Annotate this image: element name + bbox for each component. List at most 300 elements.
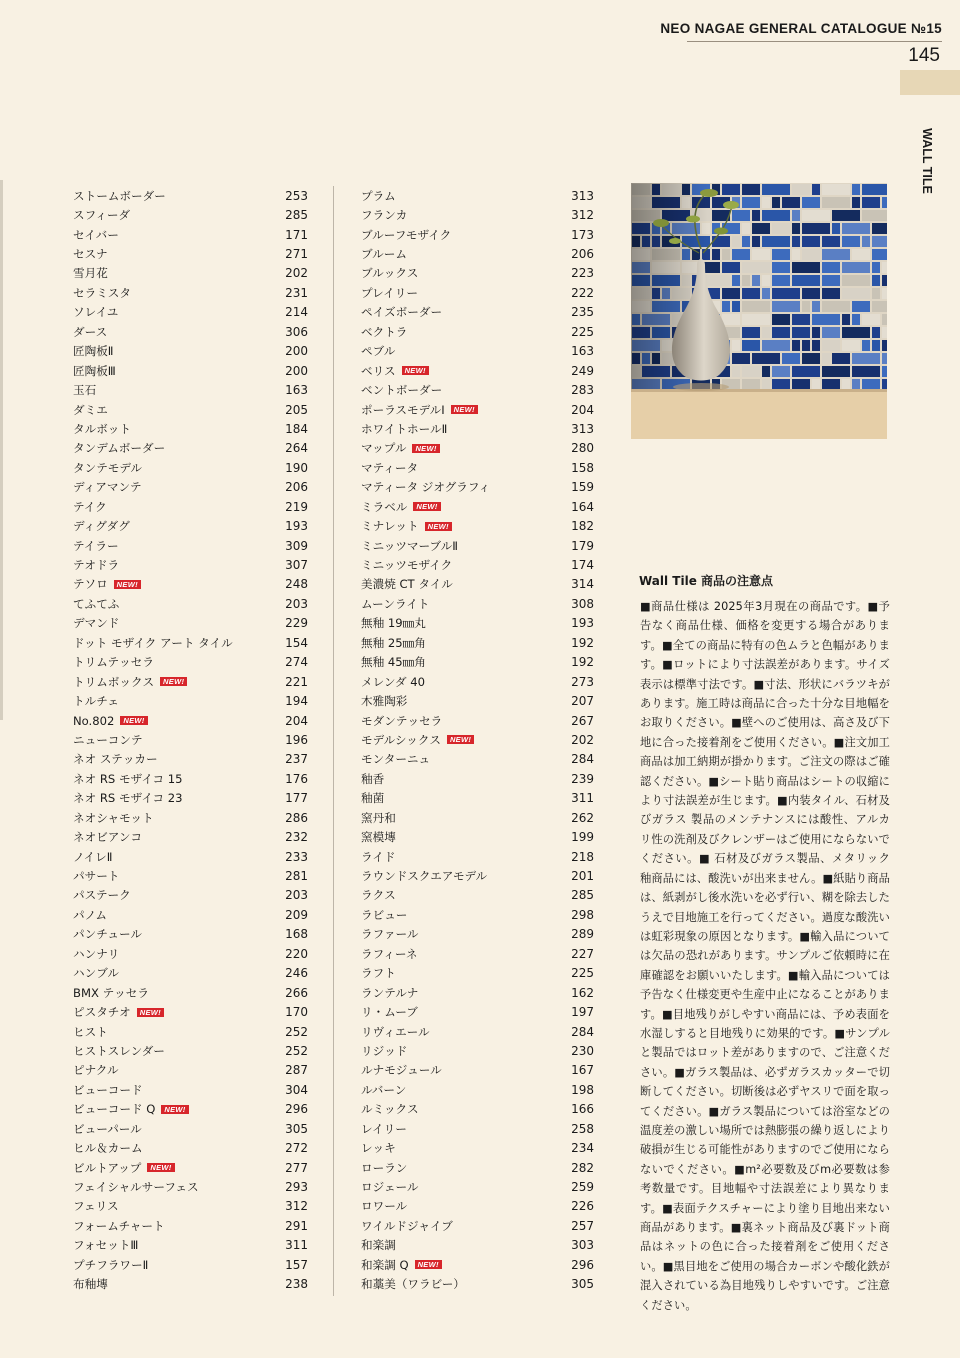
product-name [73,654,154,670]
index-row [73,361,308,380]
new-badge: NEW! [137,1008,164,1017]
product-name-text: ドット モザイク アート タイル [73,635,233,650]
product-name-text: ペブル [361,344,396,359]
product-page-number: 214 [285,305,308,320]
product-name-text: ネオビアンコ [73,830,143,845]
index-row [361,866,594,885]
product-name-text: デマンド [73,616,120,631]
product-page-number: 306 [285,324,308,339]
product-name [73,1004,164,1020]
product-name [73,868,119,884]
product-name-text: モンターニュ [361,752,431,767]
index-row [361,594,594,613]
product-name-text: ミニッツマーブルⅡ [361,538,458,553]
product-page-number: 171 [285,227,308,242]
product-page-number: 277 [285,1160,308,1175]
index-row [361,1041,594,1060]
product-page-number: 271 [285,247,308,262]
new-badge: NEW! [425,522,452,531]
product-name [361,1062,442,1078]
index-row [361,1022,594,1041]
column-divider [333,186,334,1296]
product-name [361,1121,407,1137]
product-name [73,887,131,903]
product-page-number: 312 [285,1199,308,1214]
index-row [361,1197,594,1216]
product-page-number: 201 [571,869,594,884]
product-page-number: 272 [285,1141,308,1156]
product-name-text: ビューコード [73,1082,143,1097]
product-name [361,1257,442,1273]
product-name-text: セスナ [73,247,108,262]
product-page-number: 192 [571,635,594,650]
product-name [73,324,107,340]
product-page-number: 193 [285,519,308,534]
product-page-number: 287 [285,1063,308,1078]
product-page-number: 307 [285,558,308,573]
index-row [361,361,594,380]
product-name [73,1121,142,1137]
product-page-number: 237 [285,752,308,767]
product-page-number: 285 [285,208,308,223]
product-name [73,440,165,456]
product-name [73,460,142,476]
index-row [361,1138,594,1157]
product-name-text: リジッド [361,1043,408,1058]
product-name [361,1160,407,1176]
index-row [361,633,594,652]
product-name [361,635,426,651]
product-name-text: ロジェール [361,1180,419,1195]
product-name-text: ピナクル [73,1063,119,1078]
product-page-number: 168 [285,927,308,942]
product-name [361,538,458,554]
product-name-text: 和藁美（ワラビー） [361,1277,465,1292]
product-name-text: ルバーン [361,1082,407,1097]
product-name-text: No.802 [73,713,115,728]
product-name-text: ハンナリ [73,946,120,961]
product-name [361,421,447,437]
product-page-number: 227 [571,946,594,961]
product-page-number: 262 [571,810,594,825]
product-name [361,402,478,418]
product-name [73,985,149,1001]
product-page-number: 273 [571,674,594,689]
product-page-number: 274 [285,655,308,670]
product-page-number: 203 [285,888,308,903]
index-row [73,691,308,710]
product-name [361,343,395,359]
product-name-text: パサート [73,869,120,884]
index-row [361,244,594,263]
product-page-number: 283 [571,383,594,398]
product-name-text: ベクトラ [361,324,408,339]
product-name-text: マップル [361,441,407,456]
product-page-number: 158 [571,460,594,475]
product-page-number: 205 [285,402,308,417]
product-name-text: ワイルドジャイブ [361,1218,453,1233]
product-name [73,304,118,320]
index-row [73,1061,308,1080]
product-name-text: 玉石 [73,383,97,398]
product-name-text: 和楽調 Q [361,1257,409,1272]
index-row [73,264,308,283]
product-name-text: プチフラワーⅡ [73,1257,149,1272]
product-name [361,810,396,826]
product-page-number: 207 [571,694,594,709]
header-rule [687,41,942,42]
index-row [361,1061,594,1080]
index-row [361,1177,594,1196]
product-page-number: 182 [571,519,594,534]
product-name-text: ストームボーダー [73,188,166,203]
product-name [361,265,418,281]
product-name [73,1082,143,1098]
product-page-number: 194 [285,694,308,709]
index-row [73,1197,308,1216]
index-row [361,653,594,672]
product-page-number: 314 [571,577,594,592]
product-name-text: 美濃焼 CT タイル [361,577,453,592]
index-row [73,244,308,263]
blue-tile-wall-with-vase-photo [631,183,887,439]
product-page-number: 298 [571,907,594,922]
product-name-text: ビューパール [73,1121,142,1136]
product-page-number: 196 [285,732,308,747]
product-name-text: テソロ [73,577,108,592]
index-row [73,419,308,438]
index-row [361,342,594,361]
product-page-number: 154 [285,635,308,650]
product-name-text: ダミエ [73,402,108,417]
product-name [73,246,108,262]
product-name [361,829,396,845]
index-row [73,672,308,691]
product-name [361,985,418,1001]
product-page-number: 312 [571,208,594,223]
product-name-text: パンチュール [73,927,142,942]
index-row [361,458,594,477]
product-page-number: 221 [285,674,308,689]
product-page-number: 218 [571,849,594,864]
product-name-text: テオドラ [73,558,120,573]
product-page-number: 204 [285,713,308,728]
product-name [73,479,142,495]
product-name-text: タルボット [73,421,131,436]
product-name [73,1237,138,1253]
product-page-number: 193 [571,616,594,631]
product-name-text: ブルックス [361,266,419,281]
product-page-number: 200 [285,344,308,359]
product-page-number: 173 [571,227,594,242]
index-row [73,1275,308,1294]
product-name [73,829,142,845]
product-name [73,207,130,223]
product-name [361,304,442,320]
product-name-text: ローラン [361,1160,408,1175]
index-row [73,497,308,516]
index-row [73,516,308,535]
product-page-number: 159 [571,480,594,495]
product-name-text: モデルシックス [361,732,441,747]
product-name-text: ムーンライト [361,596,430,611]
index-row [73,458,308,477]
product-page-number: 304 [285,1082,308,1097]
product-name [73,965,119,981]
product-name [361,1043,407,1059]
new-badge: NEW! [413,502,440,511]
product-page-number: 311 [285,1238,308,1253]
product-page-number: 225 [571,966,594,981]
product-name [73,1160,175,1176]
product-name [73,363,116,379]
index-row [361,769,594,788]
product-name-text: フォセットⅢ [73,1238,139,1253]
product-page-number: 225 [571,324,594,339]
index-row [73,380,308,399]
product-name-text: トリムボックス [73,674,155,689]
index-row [361,614,594,633]
product-name-text: ブルーフモザイク [361,227,452,242]
product-name [73,421,131,437]
notes-body: ■商品仕様は 2025年3月現在の商品です。■予告なく商品仕様、価格を変更する場合があります。■全ての商品に特有の色ムラと色幅があります。■ロットにより寸法誤差があります。サイズ表示は標準寸法です。■寸法、形状にバラツキがあります。施工時は商品に合った十分な目地幅をお取りください。■壁へのご使用は、高さ及び下地に合った接着剤をご使用ください。■注文加工商品は加工納期が掛かります。ご注文の際はご確認ください。■シート貼り商品はシートの収縮により寸法誤差が生じます。■内装タイル、石材及びガラス 製品のメンテナンスには酸性、アルカリ性の洗剤及びクレンザーはご使用にならないでください。■ 石材及びガラス製品、メタリック釉商品には、酸洗いが出来ません。■紙貼り商品は、紙剥がし後水洗いを必ず行い、糊を除去したうえで目地施工を行ってください。過度な酸洗いは虹彩現象の原因となります。■輸入品については欠品の恐れがあります。サンプルご依頼時に在庫確認をお願いいたします。■輸入品については予告なく仕様変更や生産中止になることがあります。■目地残りがしやすい商品には、予め表面を水湿しすると目地残りに効果的です。■サンプルと製品ではロット差がありますので、ご注意ください。■ガラス製品は、必ずガラスカッターで切断してください。切断後は必ずヤスリで面を取ってください。■ガラス製品については浴室などの温度差の激しい場所では熱膨張の繰り返しにより破損が生じる可能性がありますのでご使用にならないでください。■m²必要数及びm必要数は参考数量です。目地幅や寸法誤差により異なります。■表面テクスチャーにより塗り目地出来ない商品があります。■裏ネット商品及び裏ドット商品はネットの色に合った接着剤をご使用ください。■黒目地をご使用の場合カーボンや酸化鉄が混入されている為目地残りしやすいです。ご注意ください。 [640,600,890,1312]
index-row [361,1002,594,1021]
index-row [361,1158,594,1177]
product-page-number: 266 [285,985,308,1000]
product-name-text: 無釉 45㎜角 [361,655,426,670]
index-row [361,808,594,827]
product-page-number: 202 [571,732,594,747]
product-name-text: パノム [73,907,107,922]
product-name [361,849,395,865]
product-page-number: 284 [571,1024,594,1039]
product-name [361,615,426,631]
product-name-text: 釉菌 [361,791,385,806]
product-page-number: 303 [571,1238,594,1253]
product-page-number: 179 [571,538,594,553]
product-page-number: 282 [571,1160,594,1175]
index-row [73,944,308,963]
product-name-text: ネオ ステッカー [73,752,158,767]
product-page-number: 305 [571,1277,594,1292]
index-row [73,555,308,574]
product-page-number: 192 [571,655,594,670]
product-name-text: ピスタチオ [73,1005,131,1020]
index-row [361,205,594,224]
index-row [361,186,594,205]
product-name [361,1024,430,1040]
index-row [361,439,594,458]
product-name [361,460,418,476]
product-name [73,907,107,923]
product-name [73,751,158,767]
product-name [73,557,119,573]
product-name-text: セイバー [73,227,119,242]
product-page-number: 209 [285,907,308,922]
product-name-text: 釉香 [361,771,385,786]
product-page-number: 219 [285,499,308,514]
index-row [361,516,594,535]
product-page-number: 296 [571,1257,594,1272]
product-page-number: 246 [285,966,308,981]
product-name-text: マティータ [361,460,419,475]
product-name [73,402,108,418]
product-name-text: トリムテッセラ [73,655,154,670]
index-row [361,905,594,924]
product-name-text: ルナモジュール [361,1063,442,1078]
index-row [73,478,308,497]
index-row [73,633,308,652]
product-page-number: 313 [571,421,594,436]
product-page-number: 229 [285,616,308,631]
index-row [73,1255,308,1274]
product-page-number: 231 [285,285,308,300]
product-name [361,965,396,981]
product-name-text: ネオ RS モザイコ 15 [73,771,183,786]
product-page-number: 305 [285,1121,308,1136]
product-page-number: 206 [285,480,308,495]
section-tab-text: WALL TILE [920,128,934,194]
index-row [73,186,308,205]
product-name [73,790,183,806]
product-page-number: 170 [285,1005,308,1020]
product-name [361,751,430,767]
product-name-text: セラミスタ [73,285,131,300]
new-badge: NEW! [415,1260,442,1269]
product-name [361,907,407,923]
index-row [361,827,594,846]
product-page-number: 197 [571,1005,594,1020]
product-page-number: 199 [571,830,594,845]
product-name-text: ラフィーネ [361,946,418,961]
index-row [73,575,308,594]
product-name [73,1062,119,1078]
product-name [73,1218,165,1234]
product-name [361,557,452,573]
product-name-text: タンテモデル [73,460,142,475]
index-row [73,1177,308,1196]
product-page-number: 293 [285,1180,308,1195]
index-row [361,1216,594,1235]
product-page-number: 296 [285,1102,308,1117]
product-name [361,596,429,612]
index-row [73,536,308,555]
index-row [361,1080,594,1099]
index-row [73,886,308,905]
product-name [73,538,119,554]
catalogue-title: NEO NAGAE GENERAL CATALOGUE №15 [660,21,942,36]
product-name [361,246,407,262]
product-name-text: 窯丹和 [361,810,396,825]
product-page-number: 267 [571,713,594,728]
index-row [73,789,308,808]
product-name [361,1218,453,1234]
product-name-text: 雪月花 [73,266,108,281]
index-row [361,419,594,438]
index-row [361,1236,594,1255]
product-name-text: ベリス [361,363,396,378]
index-row [361,575,594,594]
index-row [73,614,308,633]
product-page-number: 202 [285,266,308,281]
index-row [361,789,594,808]
product-name-text: ホワイトホールⅡ [361,421,448,436]
index-row [361,1275,594,1294]
product-name [361,1179,419,1195]
index-row [73,1158,308,1177]
product-name-text: 無釉 25㎜角 [361,635,426,650]
product-name [73,926,142,942]
product-name [73,946,119,962]
index-row [73,847,308,866]
product-page-number: 311 [571,791,594,806]
product-page-number: 252 [285,1043,308,1058]
product-name [361,771,384,787]
product-name-text: フェイシャルサーフェス [73,1180,199,1195]
index-row [73,594,308,613]
product-name [73,674,187,690]
index-row [73,1236,308,1255]
product-page-number: 230 [571,1043,594,1058]
index-row [73,322,308,341]
product-name [361,674,425,690]
product-name [361,207,407,223]
product-page-number: 249 [571,363,594,378]
product-name-text: 無釉 19㎜丸 [361,616,426,631]
product-page-number: 252 [285,1024,308,1039]
product-name [73,1140,143,1156]
product-name [73,518,130,534]
product-page-number: 308 [571,596,594,611]
product-name-text: ディアマンテ [73,480,142,495]
product-page-number: 285 [571,888,594,903]
product-photo [631,183,887,439]
product-page-number: 162 [571,985,594,1000]
product-name-text: てふてふ [73,596,120,611]
index-row [361,322,594,341]
product-name-text: ランテルナ [361,985,419,1000]
product-name-text: ディグダグ [73,519,130,534]
product-name-text: ネオシャモット [73,810,154,825]
index-row [361,711,594,730]
product-page-number: 286 [285,810,308,825]
product-page-number: 206 [571,247,594,262]
index-row [361,886,594,905]
product-name [361,713,442,729]
product-page-number: 190 [285,460,308,475]
product-name-text: BMX テッセラ [73,985,149,1000]
product-name [361,868,487,884]
section-tab-label[interactable] [914,116,940,206]
product-page-number: 309 [285,538,308,553]
product-page-number: 253 [285,188,308,203]
product-name-text: ソレイユ [73,305,119,320]
product-page-number: 257 [571,1218,594,1233]
index-row [361,478,594,497]
product-page-number: 166 [571,1102,594,1117]
new-badge: NEW! [451,405,478,414]
product-name [73,849,112,865]
product-name-text: 木雅陶彩 [361,694,408,709]
product-page-number: 222 [571,285,594,300]
product-name [73,576,141,592]
product-name [73,1101,189,1117]
product-page-number: 291 [285,1218,308,1233]
product-name-text: リヴィエール [361,1024,430,1039]
index-row [361,283,594,302]
product-name [361,1276,465,1292]
product-name-text: マティータ ジオグラフィ [361,480,491,495]
